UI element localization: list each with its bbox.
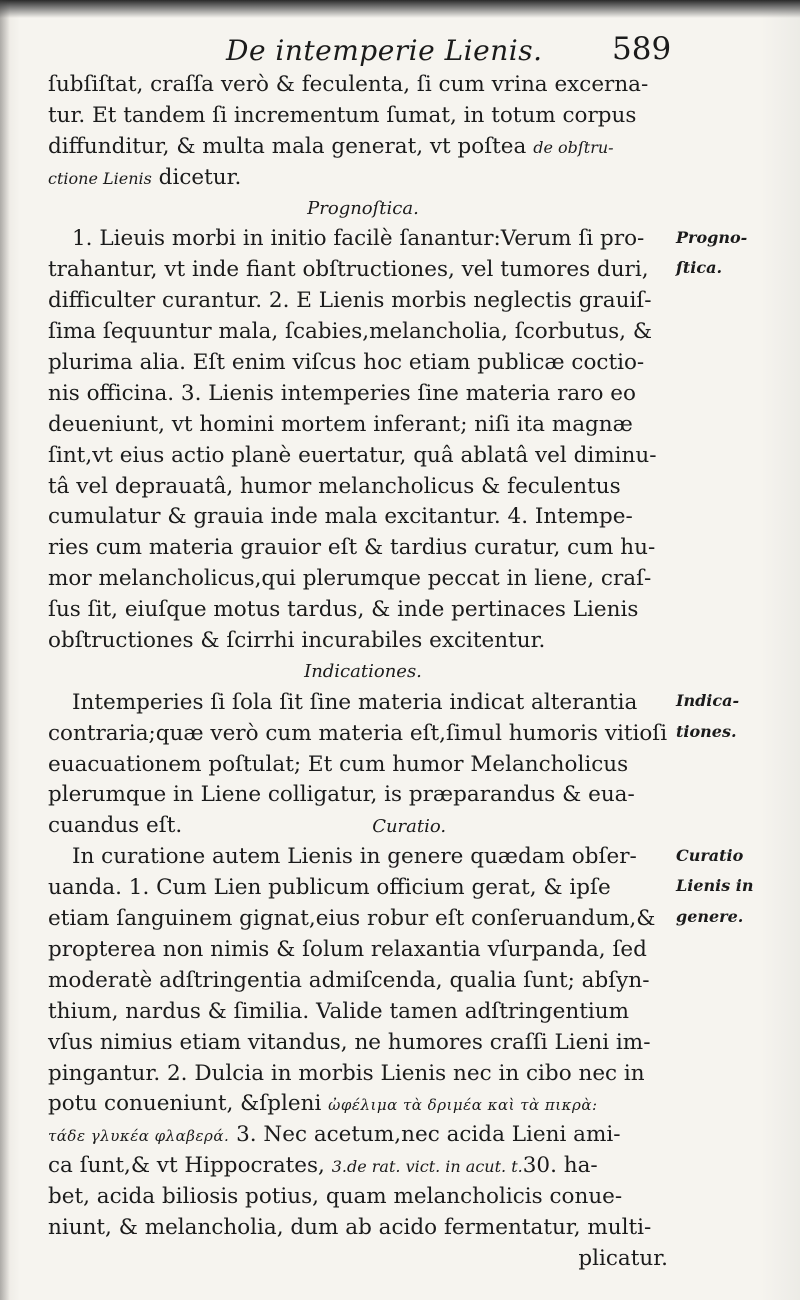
page-header — [0, 31, 800, 74]
text-line — [48, 595, 668, 626]
text-run: contraria;quæ verò cum materia eſt,ſimul humoris vitioſi — [48, 720, 668, 746]
text-run: Intemperies ſi ſola ſit ſine materia indicat alterantia — [72, 689, 638, 715]
text-line — [48, 101, 668, 132]
text-line — [48, 966, 668, 997]
text-run: tur. Et tandem ſi incrementum ſumat, in totum corpus — [48, 102, 637, 128]
binding-shadow — [0, 0, 10, 1300]
text-run: potu conueniunt, &ſpleni — [48, 1091, 329, 1117]
text-run: nis officina. 3. Lienis intemperies ſine materia raro eo — [48, 380, 636, 406]
text-line — [48, 719, 668, 750]
text-line — [48, 904, 668, 935]
text-line — [48, 317, 668, 348]
text-line — [48, 1089, 668, 1120]
text-run: niunt, & melancholia, dum ab acido fermentatur, multi- — [48, 1214, 652, 1240]
text-run: propterea non nimis & ſolum relaxantia vſurpanda, ſed — [48, 936, 647, 962]
text-line — [48, 842, 668, 873]
text-line — [48, 780, 668, 811]
text-line — [48, 1213, 668, 1244]
text-line — [48, 997, 668, 1028]
text-run: deueniunt, vt homini mortem inferant; niſi ita magnæ — [48, 411, 633, 437]
text-run: obſtructiones & ſcirrhi incurabiles excitentur. — [48, 628, 546, 654]
text-line — [48, 441, 668, 472]
text-run: tâ vel deprauatâ, humor melancholicus & feculentus — [48, 473, 621, 499]
text-line — [48, 348, 668, 379]
marginal-note: Indica- — [676, 691, 740, 710]
text-run: ſima ſequuntur mala, ſcabies,melancholia, ſcorbutus, & — [48, 319, 652, 345]
text-run: plurima alia. Eſt enim viſcus hoc etiam publicæ coctio- — [48, 350, 645, 376]
main-text-block — [48, 70, 668, 1275]
text-run: ca ſunt,& vt Hippocrates, — [48, 1153, 332, 1179]
marginal-note: Curatio — [676, 845, 744, 865]
text-line — [48, 533, 668, 564]
text-line — [48, 688, 668, 719]
text-run: thium, nardus & ſimilia. Valide tamen adſtringentium — [48, 998, 629, 1024]
text-run: uanda. 1. Cum Lien publicum officium gerat, & ipſe — [48, 875, 611, 901]
italic-run: 3.de rat. vict. in acut. t. — [331, 1157, 523, 1177]
text-run: 30. ha- — [522, 1153, 598, 1179]
section-heading: Indicationes. — [304, 660, 422, 682]
text-line — [48, 379, 668, 410]
text-run: 3. Nec acetum,nec acida Lieni ami- — [229, 1122, 621, 1148]
text-line — [48, 811, 668, 842]
section-heading-inline: Curatio. — [372, 816, 447, 838]
text-run: euacuationem poſtulat; Et cum humor Melancholicus — [48, 751, 629, 777]
text-run: pingantur. 2. Dulcia in morbis Lienis nec in cibo nec in — [48, 1060, 645, 1086]
text-run: vſus nimius etiam vitandus, ne humores craſſi Lieni im- — [48, 1029, 651, 1055]
marginal-note: ſtica. — [676, 258, 723, 278]
text-line — [48, 286, 668, 317]
marginal-note: Progno- — [676, 227, 748, 247]
text-run: ries cum materia grauior eſt & tardius curatur, cum hu- — [48, 535, 656, 561]
text-line — [48, 750, 668, 781]
text-line — [48, 1151, 668, 1182]
text-line — [48, 1182, 668, 1213]
text-run: In curatione autem Lienis in genere quædam obſer- — [72, 844, 637, 870]
page-number: 589 — [612, 31, 672, 67]
marginal-note: Lienis in — [676, 876, 754, 896]
section-heading: Prognoſtica. — [307, 197, 419, 219]
italic-run: de obſtru- — [533, 137, 614, 157]
text-run: ſus ſit, eiuſque motus tardus, & inde pertinaces Lienis — [48, 597, 639, 623]
greek-quote: ὠφέλιμα τὰ δριμέα καὶ τὰ πικρὰ: — [328, 1096, 598, 1115]
text-run: mor melancholicus,qui plerumque peccat in liene, craſ- — [48, 566, 652, 592]
text-run: bet, acida biliosis potius, quam melancholicis conue- — [48, 1184, 623, 1210]
text-run: 1. Lieuis morbi in initio facilè ſanantur:Verum ſi pro- — [72, 226, 645, 252]
text-run: trahantur, vt inde fiant obſtructiones, vel tumores duri, — [48, 257, 649, 283]
text-run: plerumque in Liene colligatur, is præparandus & eua- — [48, 782, 635, 808]
text-run: plicatur. — [578, 1245, 668, 1271]
text-line — [48, 224, 668, 255]
greek-quote: τάδε γλυκέα φλαβερά. — [48, 1127, 230, 1146]
text-line — [48, 410, 668, 441]
text-line — [48, 70, 668, 101]
marginal-note: genere. — [676, 907, 744, 927]
scan-top-edge — [0, 0, 800, 18]
text-run: ſubſiſtat, craſſa verò & feculenta, ſi cum vrina excerna- — [48, 72, 649, 97]
text-line — [48, 1120, 668, 1151]
italic-run: ctione Lienis — [48, 168, 152, 188]
text-run: ſint,vt eius actio planè euertatur, quâ ablatâ vel diminu- — [48, 442, 657, 468]
text-line — [48, 1244, 668, 1275]
text-line — [48, 132, 668, 163]
text-run: difficulter curantur. 2. E Lienis morbis neglectis grauiſ- — [48, 288, 652, 314]
text-line — [48, 472, 668, 503]
text-line — [48, 255, 668, 286]
text-run: cuandus eſt. — [48, 813, 183, 839]
marginal-note: tiones. — [676, 721, 737, 741]
text-run: moderatè adſtringentia admiſcenda, qualia ſunt; abſyn- — [48, 967, 650, 993]
text-line — [48, 873, 668, 904]
text-run: cumulatur & grauia inde mala excitantur. 4. Intempe- — [48, 504, 633, 530]
text-line — [48, 502, 668, 533]
text-line — [48, 626, 668, 657]
text-line — [48, 935, 668, 966]
text-run: dicetur. — [151, 164, 242, 190]
text-run: etiam ſanguinem gignat,eius robur eſt conſeruandum,& — [48, 906, 656, 932]
text-run: diffunditur, & multa mala generat, vt poſtea — [48, 133, 534, 159]
text-line — [48, 1028, 668, 1059]
text-line — [48, 163, 668, 194]
text-line — [48, 1059, 668, 1090]
running-title: De intemperie Lienis. — [226, 34, 543, 67]
text-line — [48, 564, 668, 595]
